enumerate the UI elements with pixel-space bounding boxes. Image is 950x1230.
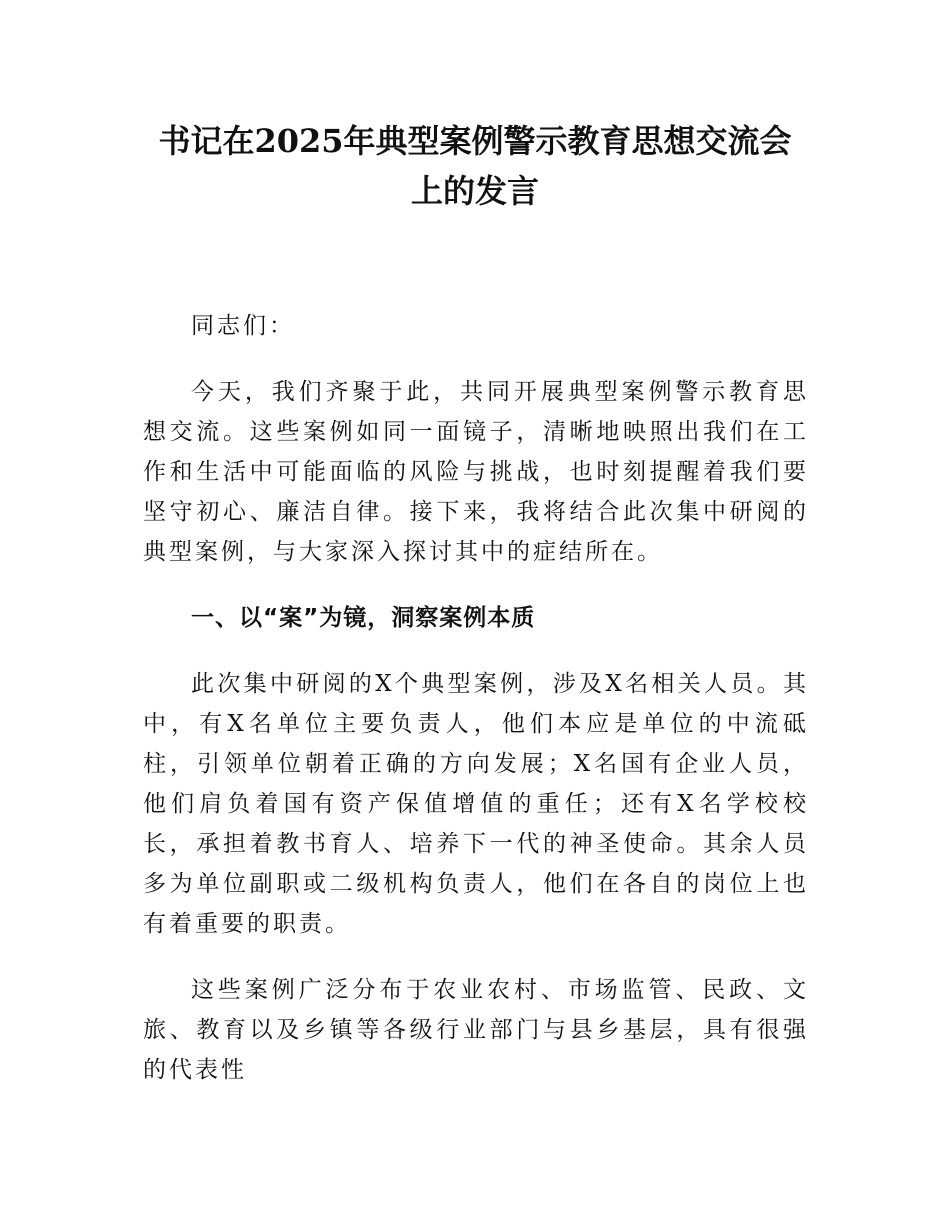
title-line-2: 上的发言 <box>410 172 539 210</box>
document-body <box>143 306 809 1116</box>
document-title <box>120 116 830 216</box>
section-heading-1: 一、以“案”为镜，洞察案例本质 <box>191 605 536 631</box>
salutation: 同志们： <box>191 313 295 339</box>
paragraph-case-overview: 此次集中研阅的X个典型案例，涉及X名相关人员。其中，有X名单位主要负责人，他们本应是单位的中流砥柱，引领单位朝着正确的方向发展；X名国有企业人员，他们肩负着国有资产保值增值的重任；还有X名学校校长，承担着教书育人、培养下一代的神圣使命。其余人员多为单位副职或二级机构负责人，他们在各自的岗位上也有着重要的职责。 <box>143 671 809 937</box>
paragraph-case-distribution: 这些案例广泛分布于农业农村、市场监管、民政、文旅、教育以及乡镇等各级行业部门与县乡基层，具有很强的代表性 <box>143 977 809 1083</box>
paragraph-intro: 今天，我们齐聚于此，共同开展典型案例警示教育思想交流。这些案例如同一面镜子，清晰地映照出我们在工作和生活中可能面临的风险与挑战，也时刻提醒着我们要坚守初心、廉洁自律。接下来，我将结合此次集中研阅的典型案例，与大家深入探讨其中的症结所在。 <box>143 379 809 565</box>
title-line-1: 书记在2025年典型案例警示教育思想交流会 <box>158 122 792 160</box>
